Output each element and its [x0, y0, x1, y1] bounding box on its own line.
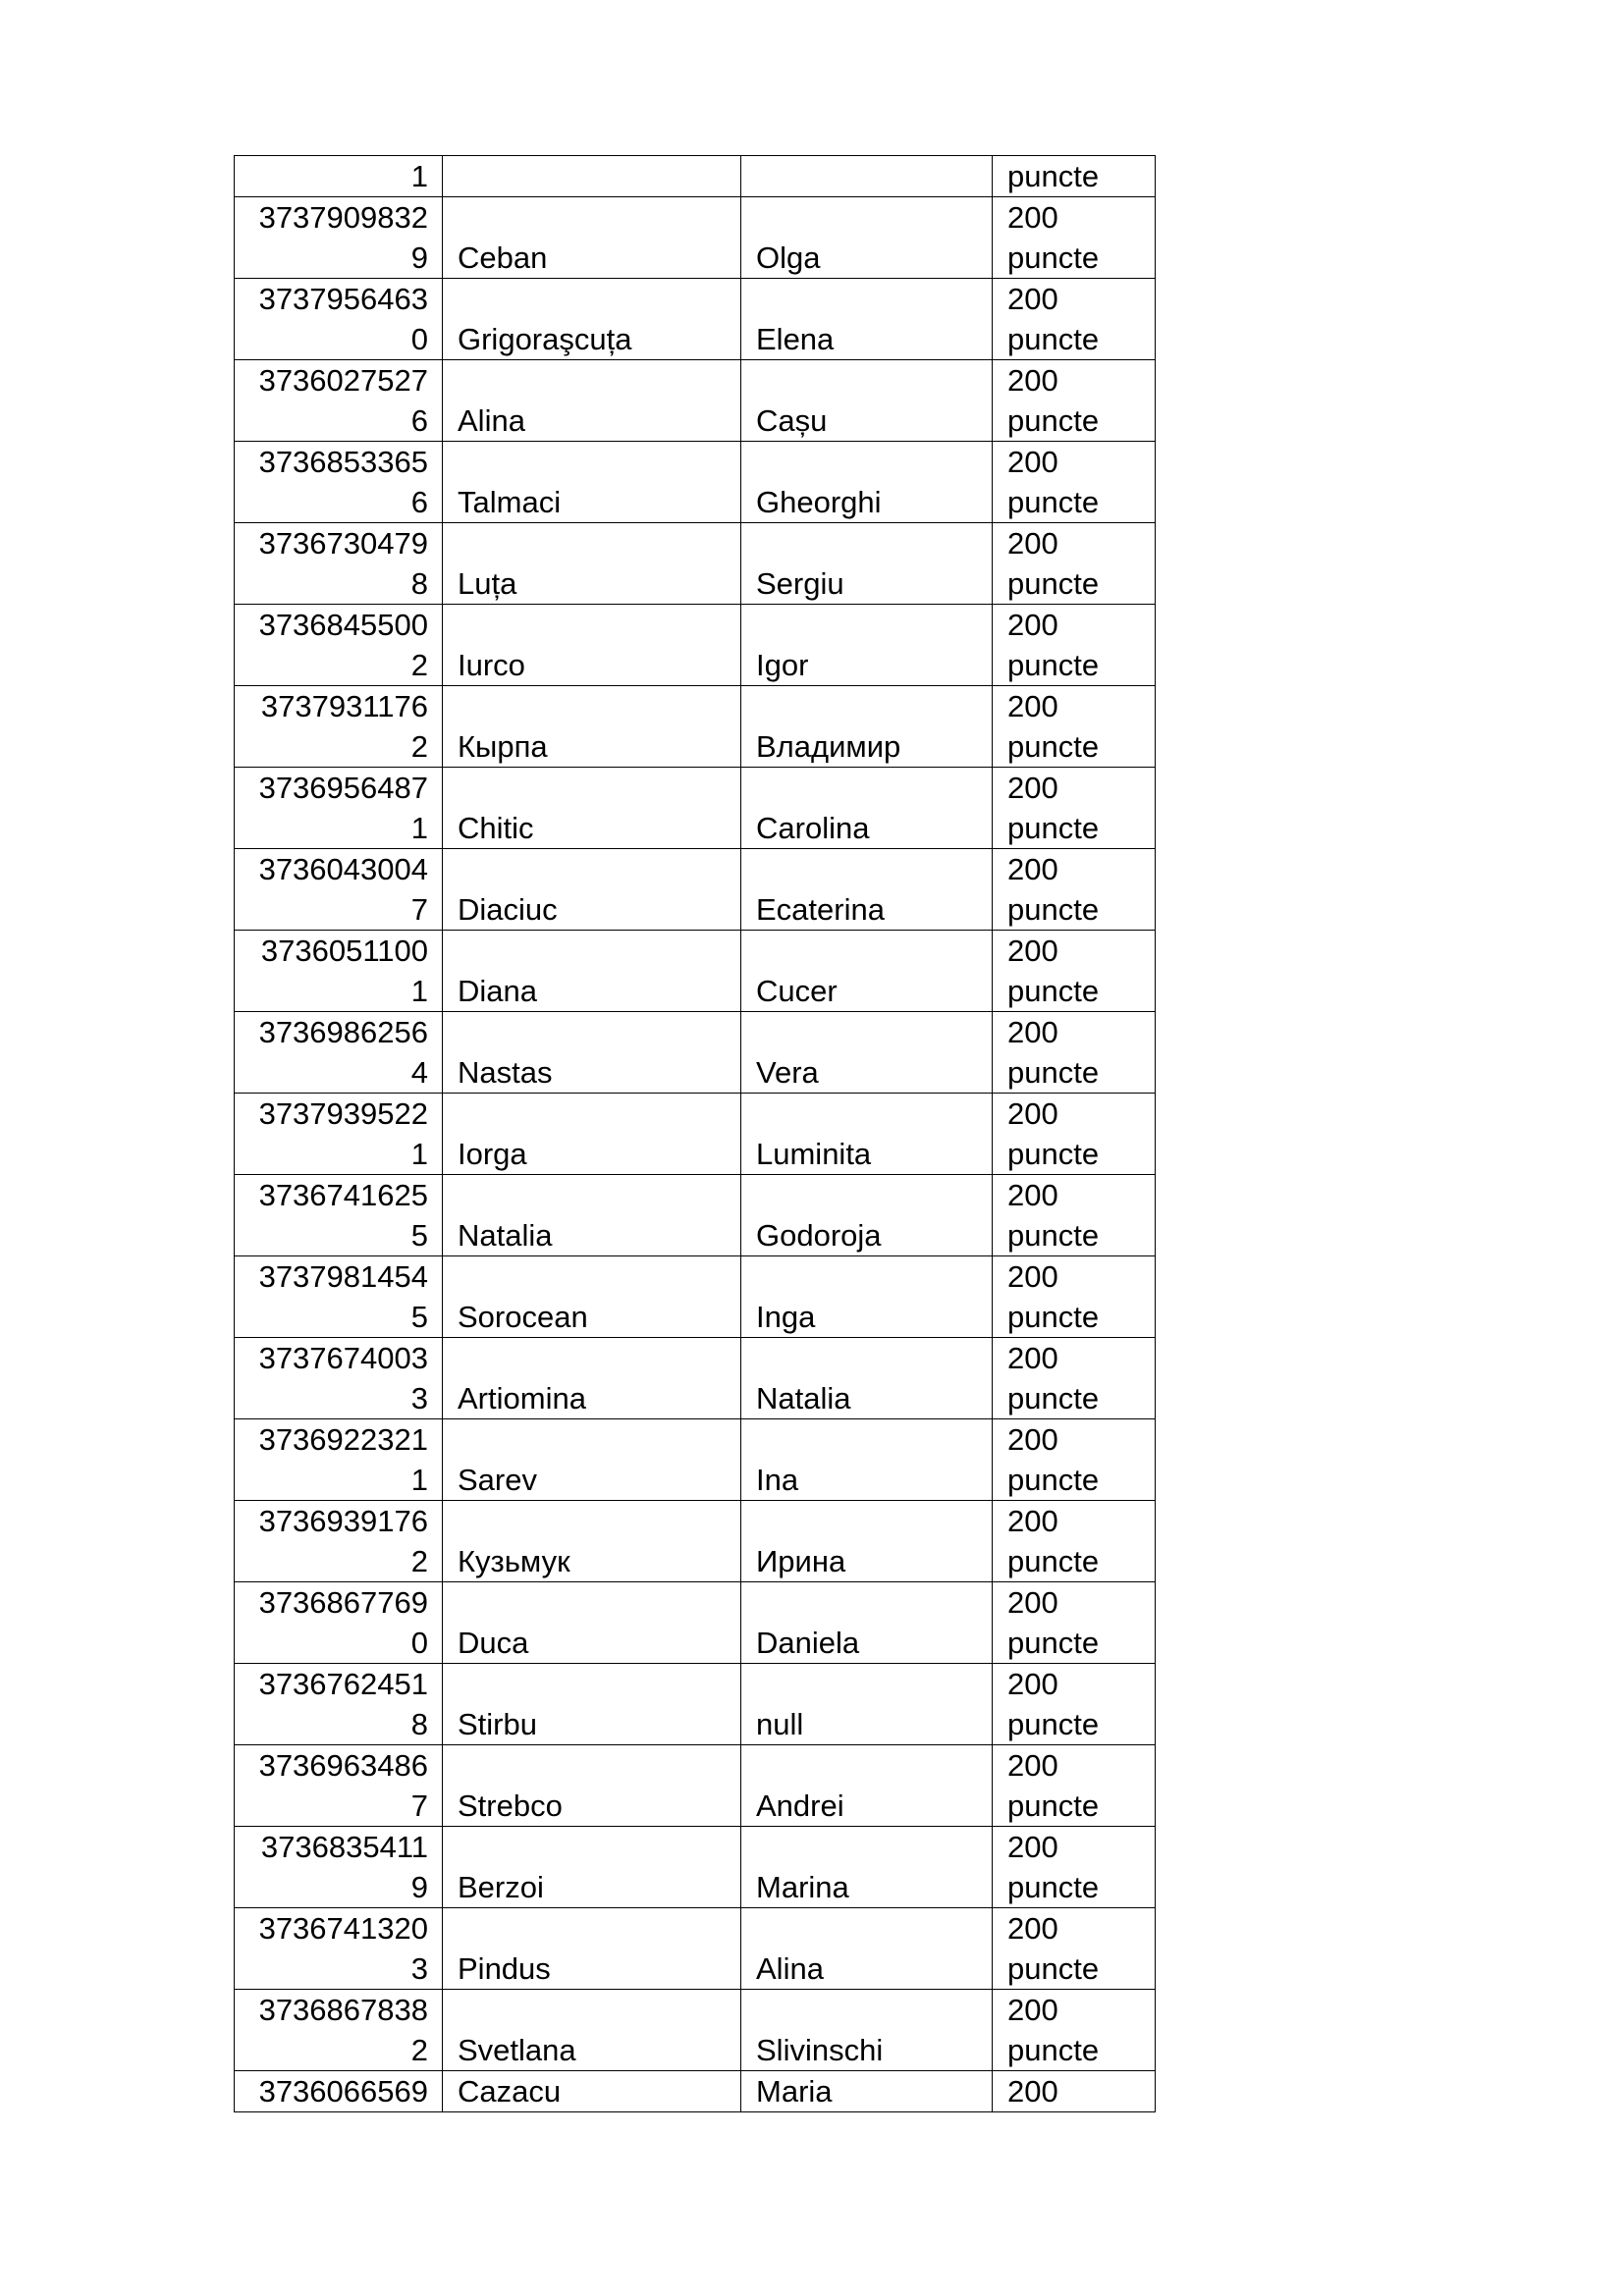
points-text-line2: puncte	[1007, 1870, 1100, 1904]
last-name-text: Iorga	[458, 1137, 527, 1171]
id-text-line2: 5	[410, 1218, 428, 1253]
points-cell	[993, 768, 1156, 849]
first-name-cell	[741, 1827, 993, 1908]
points-cell	[993, 442, 1156, 523]
points-text-line2: puncte	[1007, 1381, 1100, 1415]
last-name-text: Duca	[458, 1626, 529, 1660]
id-text: 3736066569	[258, 2074, 428, 2109]
points-text-line1: 200	[1007, 934, 1058, 968]
points-cell	[993, 1012, 1156, 1094]
id-text-line1: 3736867838	[258, 1993, 428, 2027]
points-cell	[993, 1175, 1156, 1256]
last-name-cell	[443, 1419, 741, 1501]
last-name-cell	[443, 442, 741, 523]
first-name-text: Carolina	[756, 811, 870, 845]
id-text-line1: 3736845500	[258, 608, 428, 642]
id-cell	[235, 849, 443, 931]
points-text-line1: 200	[1007, 1341, 1058, 1375]
first-name-text	[756, 156, 992, 196]
points-text-line1: 200	[1007, 445, 1058, 479]
last-name-cell	[443, 849, 741, 931]
id-text-line2: 5	[410, 1300, 428, 1334]
table-row	[235, 1908, 1156, 1990]
first-name-text: Marina	[756, 1870, 849, 1904]
first-name-cell	[741, 279, 993, 360]
first-name-cell	[741, 360, 993, 442]
last-name-cell	[443, 605, 741, 686]
points-text-line1: 200	[1007, 1422, 1058, 1457]
table-row	[235, 1664, 1156, 1745]
first-name-text: Igor	[756, 648, 809, 682]
last-name-text: Sarev	[458, 1463, 537, 1497]
id-text-line2: 1	[410, 974, 428, 1008]
table-row	[235, 1582, 1156, 1664]
last-name-cell	[443, 1745, 741, 1827]
points-text-line2: puncte	[1007, 648, 1100, 682]
id-text-line2: 3	[410, 1951, 428, 1986]
table-row	[235, 1419, 1156, 1501]
points-text-line1: 200	[1007, 200, 1058, 235]
first-name-cell	[741, 931, 993, 1012]
id-text-line2: 6	[410, 403, 428, 438]
id-cell	[235, 1175, 443, 1256]
id-cell	[235, 1419, 443, 1501]
last-name-text: Кырпа	[458, 729, 548, 764]
id-text-line2: 2	[410, 1544, 428, 1578]
id-cell	[235, 1664, 443, 1745]
id-text-line1: 3736867769	[258, 1585, 428, 1620]
last-name-cell	[443, 1582, 741, 1664]
points-text-line1: 200	[1007, 363, 1058, 398]
id-cell	[235, 360, 443, 442]
id-cell	[235, 1012, 443, 1094]
points-text-line1: 200	[1007, 1504, 1058, 1538]
points-cell	[993, 1908, 1156, 1990]
last-name-text: Pindus	[458, 1951, 551, 1986]
points-text-line1: 200	[1007, 1015, 1058, 1049]
id-text-line1: 3736043004	[258, 852, 428, 886]
points-text-line2: puncte	[1007, 1626, 1100, 1660]
points-cell	[993, 360, 1156, 442]
last-name-cell	[443, 1012, 741, 1094]
points-text-line2: puncte	[1007, 892, 1100, 927]
last-name-cell	[443, 1256, 741, 1338]
table-row	[235, 279, 1156, 360]
first-name-text: Cașu	[756, 403, 828, 438]
last-name-text: Sorocean	[458, 1300, 588, 1334]
first-name-text: null	[756, 1707, 804, 1741]
first-name-text: Andrei	[756, 1789, 844, 1823]
last-name-text: Ceban	[458, 240, 548, 275]
table-row	[235, 1012, 1156, 1094]
id-text-line2: 0	[410, 1626, 428, 1660]
first-name-text: Daniela	[756, 1626, 860, 1660]
last-name-cell	[443, 768, 741, 849]
points-cell	[993, 1338, 1156, 1419]
first-name-cell	[741, 197, 993, 279]
table-row	[235, 686, 1156, 768]
points-cell	[993, 1501, 1156, 1582]
last-name-text: Кузьмук	[458, 1544, 570, 1578]
table-row-truncated	[235, 2071, 1156, 2112]
first-name-cell	[741, 768, 993, 849]
id-cell	[235, 768, 443, 849]
table-row	[235, 1827, 1156, 1908]
last-name-text: Cazacu	[458, 2074, 562, 2109]
table-row	[235, 523, 1156, 605]
last-name-text: Berzoi	[458, 1870, 544, 1904]
id-text-line1: 3736741320	[258, 1911, 428, 1946]
id-text-line1: 3736741625	[258, 1178, 428, 1212]
points-cell	[993, 605, 1156, 686]
last-name-text: Chitic	[458, 811, 534, 845]
points-text-line2: puncte	[1007, 1544, 1100, 1578]
last-name-text: Luța	[458, 566, 517, 601]
first-name-cell	[741, 686, 993, 768]
last-name-cell	[443, 1990, 741, 2071]
id-cell	[235, 1256, 443, 1338]
table-row	[235, 1094, 1156, 1175]
first-name-cell	[741, 1745, 993, 1827]
points-text-line2: puncte	[1007, 1137, 1100, 1171]
table-row	[235, 442, 1156, 523]
last-name-text: Talmaci	[458, 485, 562, 519]
table-row	[235, 768, 1156, 849]
points-text-line1: 200	[1007, 1585, 1058, 1620]
id-cell	[235, 1745, 443, 1827]
id-cell	[235, 1338, 443, 1419]
first-name-text: Slivinschi	[756, 2033, 884, 2067]
points-cell	[993, 1990, 1156, 2071]
id-cell	[235, 279, 443, 360]
points-cell	[993, 523, 1156, 605]
points-text-line1: 200	[1007, 1993, 1058, 2027]
id-text-line2: 9	[410, 1870, 428, 1904]
first-name-cell	[741, 1419, 993, 1501]
id-cell	[235, 1582, 443, 1664]
points-cell	[993, 1827, 1156, 1908]
id-cell	[235, 605, 443, 686]
first-name-text: Vera	[756, 1055, 819, 1090]
last-name-cell	[443, 523, 741, 605]
id-text-line2: 4	[410, 1055, 428, 1090]
points-cell	[993, 1745, 1156, 1827]
points-text-line1: 200	[1007, 1178, 1058, 1212]
points-text-line2: puncte	[1007, 1951, 1100, 1986]
first-name-text: Ирина	[756, 1544, 846, 1578]
points-text-line1: 200	[1007, 1748, 1058, 1783]
id-text-line2: 7	[410, 1789, 428, 1823]
table-row	[235, 849, 1156, 931]
last-name-text: Alina	[458, 403, 525, 438]
table-row	[235, 197, 1156, 279]
first-name-text: Sergiu	[756, 566, 844, 601]
first-name-cell	[741, 523, 993, 605]
first-name-text: Godoroja	[756, 1218, 882, 1253]
id-cell	[235, 686, 443, 768]
id-text-line2: 1	[410, 811, 428, 845]
points-text-line2: puncte	[1007, 485, 1100, 519]
id-cell	[235, 156, 443, 197]
first-name-cell	[741, 1012, 993, 1094]
first-name-text: Cucer	[756, 974, 838, 1008]
last-name-text: Artiomina	[458, 1381, 586, 1415]
points-text: 200	[1007, 2074, 1058, 2109]
first-name-text: Inga	[756, 1300, 816, 1334]
id-text-line1: 3736051100	[260, 934, 428, 968]
last-name-cell	[443, 360, 741, 442]
id-text-line1: 3736939176	[258, 1504, 428, 1538]
first-name-cell	[741, 1908, 993, 1990]
points-text-line1: 200	[1007, 608, 1058, 642]
last-name-cell	[443, 1175, 741, 1256]
last-name-text: Diaciuc	[458, 892, 558, 927]
id-text-line2: 0	[410, 322, 428, 356]
last-name-cell	[443, 686, 741, 768]
id-text-line2: 1	[410, 1463, 428, 1497]
id-text-line1: 3737674003	[258, 1341, 428, 1375]
id-text-line1: 3736986256	[258, 1015, 428, 1049]
points-cell	[993, 686, 1156, 768]
first-name-cell	[741, 1990, 993, 2071]
points-cell	[993, 197, 1156, 279]
table-row	[235, 931, 1156, 1012]
last-name-text: Stirbu	[458, 1707, 537, 1741]
id-text-line2: 8	[410, 566, 428, 601]
points-cell	[993, 1094, 1156, 1175]
first-name-cell	[741, 1664, 993, 1745]
table-row	[235, 1745, 1156, 1827]
last-name-text: Svetlana	[458, 2033, 576, 2067]
id-text-line2: 2	[410, 729, 428, 764]
participants-table	[234, 155, 1156, 2112]
points-cell	[993, 2071, 1156, 2112]
points-cell	[993, 1256, 1156, 1338]
id-text-line2: 9	[410, 240, 428, 275]
last-name-cell	[443, 1501, 741, 1582]
id-text-line1: 3737939522	[258, 1096, 428, 1131]
last-name-cell	[443, 1664, 741, 1745]
table-row	[235, 1256, 1156, 1338]
last-name-text: Strebco	[458, 1789, 563, 1823]
id-cell	[235, 2071, 443, 2112]
last-name-text: Grigoraşcuța	[458, 322, 632, 356]
points-text-line2: puncte	[1007, 240, 1100, 275]
first-name-text: Natalia	[756, 1381, 851, 1415]
id-text-line1: 3736922321	[258, 1422, 428, 1457]
id-text: 1	[410, 159, 428, 193]
id-text-line2: 7	[410, 892, 428, 927]
points-text-line1: 200	[1007, 282, 1058, 316]
points-text-line1: 200	[1007, 526, 1058, 561]
points-cell	[993, 1664, 1156, 1745]
id-text-line1: 3737931176	[260, 689, 428, 723]
last-name-cell	[443, 2071, 741, 2112]
table-row	[235, 360, 1156, 442]
first-name-cell	[741, 1256, 993, 1338]
id-cell	[235, 1827, 443, 1908]
last-name-text: Nastas	[458, 1055, 553, 1090]
first-name-cell	[741, 2071, 993, 2112]
last-name-text: Diana	[458, 974, 537, 1008]
first-name-cell	[741, 1501, 993, 1582]
first-name-text: Alina	[756, 1951, 824, 1986]
id-text-line1: 3736027527	[258, 363, 428, 398]
points-cell	[993, 1419, 1156, 1501]
points-text-line1: 200	[1007, 1096, 1058, 1131]
table-row	[235, 1175, 1156, 1256]
points-text-line2: puncte	[1007, 1218, 1100, 1253]
first-name-text: Владимир	[756, 729, 901, 764]
points-text-line2: puncte	[1007, 729, 1100, 764]
id-text-line1: 3737909832	[258, 200, 428, 235]
id-cell	[235, 197, 443, 279]
first-name-cell	[741, 849, 993, 931]
last-name-cell	[443, 1827, 741, 1908]
id-text-line2: 1	[410, 1137, 428, 1171]
first-name-text: Maria	[756, 2074, 833, 2109]
id-text-line2: 2	[410, 2033, 428, 2067]
first-name-text: Ecaterina	[756, 892, 885, 927]
id-text-line1: 3737956463	[258, 282, 428, 316]
id-cell	[235, 1908, 443, 1990]
first-name-text: Olga	[756, 240, 821, 275]
points-text-line2: puncte	[1007, 1463, 1100, 1497]
table-row-continued	[235, 156, 1156, 197]
points-text-line2: puncte	[1007, 566, 1100, 601]
points-text-line2: puncte	[1007, 1789, 1100, 1823]
last-name-cell	[443, 279, 741, 360]
first-name-text: Elena	[756, 322, 835, 356]
points-text-line2: puncte	[1007, 974, 1100, 1008]
points-cell	[993, 931, 1156, 1012]
last-name-cell	[443, 1908, 741, 1990]
last-name-text: Natalia	[458, 1218, 553, 1253]
id-text-line1: 3736762451	[258, 1667, 428, 1701]
points-text-line2: puncte	[1007, 2033, 1100, 2067]
last-name-cell	[443, 197, 741, 279]
id-text-line2: 6	[410, 485, 428, 519]
id-text-line2: 3	[410, 1381, 428, 1415]
id-cell	[235, 442, 443, 523]
points-text-line1: 200	[1007, 852, 1058, 886]
points-text-line2: puncte	[1007, 1055, 1100, 1090]
first-name-cell	[741, 1338, 993, 1419]
points-cell	[993, 156, 1156, 197]
table-row	[235, 1990, 1156, 2071]
table-body	[235, 156, 1156, 2112]
id-cell	[235, 1501, 443, 1582]
last-name-text: Iurco	[458, 648, 525, 682]
id-cell	[235, 1990, 443, 2071]
id-cell	[235, 523, 443, 605]
id-text-line1: 3736853365	[258, 445, 428, 479]
points-text-line2: puncte	[1007, 811, 1100, 845]
first-name-cell	[741, 156, 993, 197]
id-text-line2: 8	[410, 1707, 428, 1741]
points-text-line1: 200	[1007, 1911, 1058, 1946]
points-text-line2: puncte	[1007, 403, 1100, 438]
points-text-line2: puncte	[1007, 1300, 1100, 1334]
points-text-line2: puncte	[1007, 1707, 1100, 1741]
first-name-text: Gheorghi	[756, 485, 882, 519]
points-cell	[993, 1582, 1156, 1664]
last-name-cell	[443, 931, 741, 1012]
first-name-text: Ina	[756, 1463, 799, 1497]
points-text-line2: puncte	[1007, 322, 1100, 356]
table-row	[235, 1501, 1156, 1582]
points-text-line1: 200	[1007, 1667, 1058, 1701]
points-text-line1: 200	[1007, 771, 1058, 805]
id-text-line1: 3736835411	[260, 1830, 428, 1864]
first-name-text: Luminita	[756, 1137, 872, 1171]
id-cell	[235, 1094, 443, 1175]
id-text-line1: 3736963486	[258, 1748, 428, 1783]
id-text-line1: 3737981454	[258, 1259, 428, 1294]
last-name-cell	[443, 156, 741, 197]
points-text-line1: 200	[1007, 1259, 1058, 1294]
points-text-line1: 200	[1007, 689, 1058, 723]
first-name-cell	[741, 605, 993, 686]
id-text-line2: 2	[410, 648, 428, 682]
last-name-text	[458, 156, 740, 196]
points-text: puncte	[1007, 159, 1100, 193]
table-row	[235, 605, 1156, 686]
last-name-cell	[443, 1094, 741, 1175]
last-name-cell	[443, 1338, 741, 1419]
first-name-cell	[741, 442, 993, 523]
table-row	[235, 1338, 1156, 1419]
first-name-cell	[741, 1175, 993, 1256]
points-cell	[993, 849, 1156, 931]
first-name-cell	[741, 1094, 993, 1175]
id-text-line1: 3736730479	[258, 526, 428, 561]
points-cell	[993, 279, 1156, 360]
id-text-line1: 3736956487	[258, 771, 428, 805]
first-name-cell	[741, 1582, 993, 1664]
points-text-line1: 200	[1007, 1830, 1058, 1864]
id-cell	[235, 931, 443, 1012]
